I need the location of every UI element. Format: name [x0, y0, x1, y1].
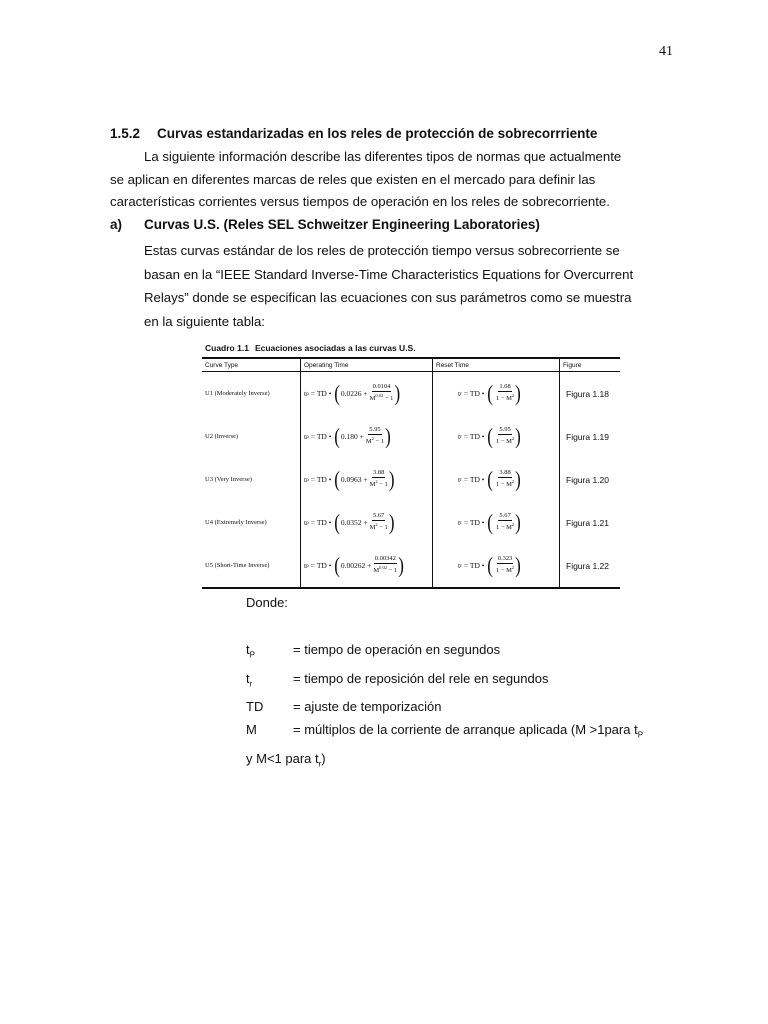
- table-row: [202, 372, 620, 416]
- definitions-intro: Donde:: [246, 595, 288, 610]
- intro-line-3: características corrientes versus tiempos de operación en los reles de sobrecorriente.: [110, 194, 610, 209]
- operating-time-cell: t p = TD • ( 0.0963 + $\frac{3.88}{M^2 - 1}$ ): [301, 458, 433, 501]
- header-figure: Figure: [560, 358, 621, 372]
- table-caption: [205, 343, 416, 353]
- reset-time-cell: t r = TD • ( $\frac{5.67}{1 - M^2}$ ): [433, 501, 560, 544]
- operating-time-cell: t p = TD • ( 0.180 + $\frac{5.95}{M^2 - 1}$ ): [301, 415, 433, 458]
- definition-m: M = múltiplos de la corriente de arranque aplicada (M >1para $t_P$: [246, 722, 644, 740]
- table-row: [202, 544, 620, 588]
- reset-time-cell: t r = TD • ( $\frac{0.323}{1 - M^2}$ ): [433, 544, 560, 588]
- operating-time-cell: t p = TD • ( 0.00262 + $\frac{0.00342}{M^{0.02} - 1}$ ): [301, 544, 433, 588]
- figure-cell: Figura 1.21: [560, 501, 621, 544]
- intro-paragraph: [110, 146, 678, 214]
- curve-type-cell: U2 (Inverse): [205, 433, 239, 440]
- curve-type-cell: U4 (Extremely Inverse): [205, 519, 267, 526]
- definition-td: TD = ajuste de temporización: [246, 699, 442, 715]
- item-a-line-1: Estas curvas estándar de los reles de protección tiempo versus sobrecorriente se: [144, 243, 620, 258]
- item-a-title: Curvas U.S. (Reles SEL Schweitzer Engineering Laboratories): [144, 217, 540, 232]
- item-a-line-3: Relays” donde se especifican las ecuaciones con sus parámetros como se muestra: [144, 290, 632, 305]
- item-a-line-2: basan en la “IEEE Standard Inverse-Time Characteristics Equations for Overcurrent: [144, 266, 634, 282]
- table-header-row: [202, 358, 620, 372]
- curve-type-cell: U5 (Short-Time Inverse): [202, 544, 301, 588]
- section-number: 1.5.2: [110, 126, 141, 141]
- item-a-paragraph: [144, 239, 678, 333]
- figure-cell: Figura 1.22: [560, 544, 621, 588]
- curves-table: [202, 357, 620, 589]
- section-title: Curvas estandarizadas en los reles de protección de sobrecorrriente: [157, 126, 598, 141]
- figure-cell: Figura 1.18: [560, 372, 621, 416]
- table-row: [202, 458, 620, 501]
- definition-tr: $t_r$ = tiempo de reposición del rele en segundos: [246, 670, 549, 689]
- definitions: [246, 592, 643, 775]
- table-row: [202, 501, 620, 544]
- header-operating-time: Operating Time: [301, 358, 433, 372]
- operating-time-cell: t p = TD • ( 0.0352 + $\frac{5.67}{M^2 - 1}$ ): [301, 501, 433, 544]
- table-caption-text: Ecuaciones asociadas a las curvas U.S.: [254, 343, 416, 353]
- page-number: 41: [659, 44, 673, 59]
- item-letter: a): [110, 217, 123, 232]
- table-row: [202, 415, 620, 458]
- item-a-line-4: en la siguiente tabla:: [144, 313, 265, 329]
- intro-line-1: La siguiente información describe las diferentes tipos de normas que actualmente: [144, 149, 622, 164]
- reset-time-cell: t r = TD • ( $\frac{3.88}{1 - M^2}$ ): [433, 458, 560, 501]
- definition-tp: $t_P$ = tiempo de operación en segundos: [246, 642, 501, 660]
- definition-m-continuation: y M<1 para $t_r$): [246, 750, 326, 769]
- curve-type-cell: U1 (Moderately Inverse): [205, 390, 270, 397]
- header-curve-type: Curve Type: [202, 358, 301, 372]
- curve-type-cell: U3 (Very Inverse): [205, 476, 252, 483]
- reset-time-cell: t r = TD • ( $\frac{1.08}{1 - M^2}$ ): [433, 372, 560, 416]
- intro-line-2: se aplican en diferentes marcas de reles que existen en el mercado para definir las: [110, 171, 596, 187]
- item-a-heading: [110, 217, 540, 232]
- header-reset-time: Reset Time: [433, 358, 560, 372]
- table-caption-label: Cuadro 1.1: [205, 343, 249, 353]
- reset-time-cell: t r = TD • ( $\frac{5.95}{1 - M^2}$ ): [433, 415, 560, 458]
- section-heading: [110, 126, 597, 141]
- figure-cell: Figura 1.20: [560, 458, 621, 501]
- figure-cell: Figura 1.19: [560, 415, 621, 458]
- operating-time-cell: t p = TD • ( 0.0226 + $\frac{0.0104}{M^{0.02} - 1}$ ): [301, 372, 433, 416]
